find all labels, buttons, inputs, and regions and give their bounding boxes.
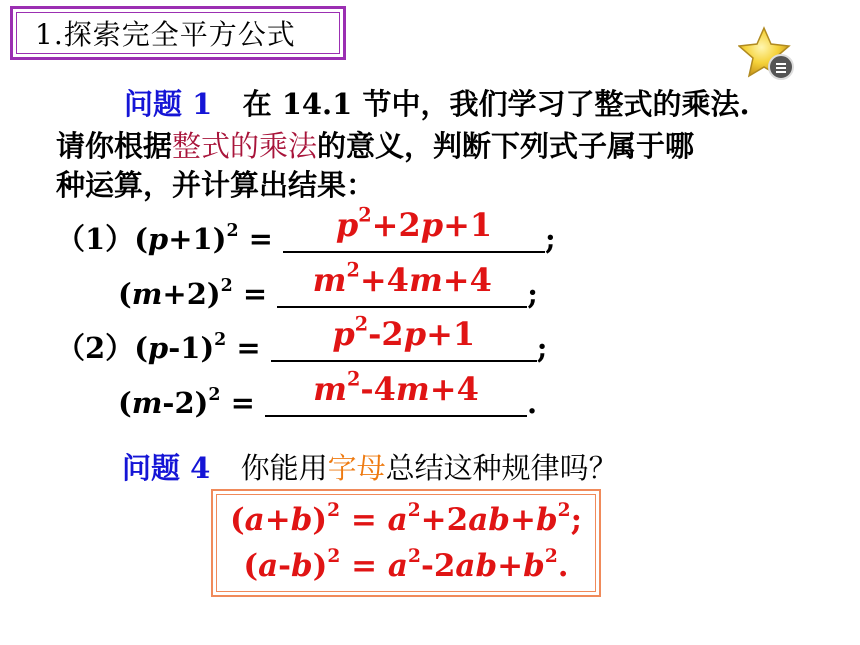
answer-blank	[283, 203, 545, 253]
answer-text: $m^2+4m+4$	[312, 258, 492, 299]
question-4-label: 问题 4	[122, 451, 211, 485]
section-number: 14.1	[281, 87, 353, 121]
exercise-num: 2	[174, 386, 195, 420]
slide-title: 1.探索完全平方公式	[16, 12, 340, 54]
menu-icon[interactable]	[768, 54, 794, 80]
exercise-var: m	[131, 386, 163, 420]
question-1-line-2a: 请你根据	[56, 129, 173, 163]
question-4-text-a: 你能用	[240, 451, 328, 485]
exercise-sign: +	[168, 222, 193, 256]
exercise-sign: -	[162, 386, 175, 420]
question-1-line-1	[124, 82, 750, 126]
formula-line: $(a+b)^2 = a^2+2ab+b^2$;	[229, 500, 583, 538]
exercise-var: m	[131, 277, 163, 311]
exercise-sign: +	[162, 277, 187, 311]
exercise-end: ;	[536, 331, 548, 365]
exercise-num: 2	[186, 277, 207, 311]
exercise-num: 1	[192, 222, 213, 256]
question-1-text-b: 节中，我们学习了整式的乘法.	[362, 87, 750, 121]
exercise-sign: -	[168, 331, 181, 365]
exercise-index: （2）	[56, 331, 135, 365]
highlight-multiplication: 整式的乘法	[172, 129, 318, 163]
exercise-row: $(m+2)^2$ = $m^2+4m+4$ ;	[118, 258, 538, 311]
formula-box	[211, 489, 601, 597]
formula-list	[216, 494, 596, 592]
exercise-end: .	[527, 386, 538, 420]
exercise-end: ;	[545, 222, 556, 256]
question-1-line-2b: 的意义，判断下列式子属于哪	[317, 129, 695, 163]
exercise-index: （1）	[56, 222, 135, 256]
exercise-row: $(2)(p-1)^2$ = $p^2-2p+1$ ;	[56, 312, 548, 365]
highlight-letters: 字母	[327, 451, 386, 485]
question-1-label: 问题 1	[124, 87, 213, 121]
exercise-num: 1	[180, 331, 201, 365]
exercise-row: $(m-2)^2$ = $m^2-4m+4$ .	[118, 367, 538, 420]
formula-line: $(a-b)^2 = a^2-2ab+b^2$.	[243, 546, 569, 584]
exercise-end: ;	[527, 277, 538, 311]
question-1-line-3: 种运算，并计算出结果：	[56, 168, 376, 202]
question-1-line-2	[56, 124, 694, 168]
question-4-line	[122, 446, 618, 490]
answer-text: $m^2-4m+4$	[313, 367, 479, 408]
exercise-var: p	[147, 331, 169, 365]
answer-text: $p^2-2p+1$	[332, 312, 476, 353]
exercise-row: $(1)(p+1)^2$ = $p^2+2p+1$ ;	[56, 203, 556, 256]
question-1-text-a: 在	[242, 87, 272, 121]
exercise-var: p	[147, 222, 169, 256]
star-icon[interactable]	[738, 26, 798, 82]
title-box	[10, 6, 346, 60]
question-4-text-b: 总结这种规律吗？	[385, 451, 618, 485]
answer-text: $p^2+2p+1$	[335, 203, 493, 244]
